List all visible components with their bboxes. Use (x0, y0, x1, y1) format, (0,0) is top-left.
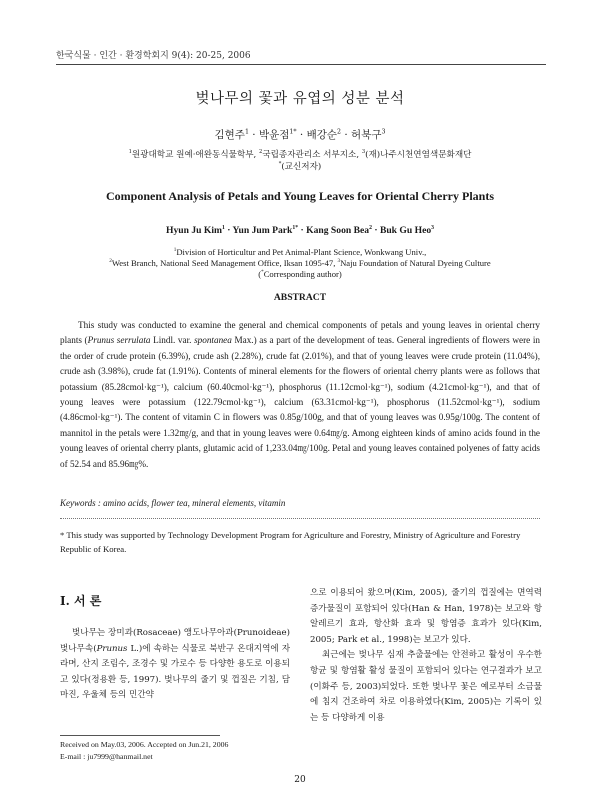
author-name: Yun Jum Park (232, 225, 293, 236)
author-sep: · (298, 225, 307, 236)
affil-text: Division of Horticultur and Pet Animal-Plant Science, Wonkwang Univ., (176, 247, 427, 257)
affiliation-line (0, 258, 600, 269)
footnote-rule (60, 735, 220, 736)
author-sup: 3 (381, 128, 386, 136)
abstract-text: Max.) as a part of the development of teas. General ingredients of flowers were in the order of crude protein (6.39%), crude ash (2.28%), crude fat (2.01%), and that of young leaves were crude protein (11.04%), crude ash (3.98%), crude fat (1.91%). Contents of mineral elements for the flowers of oriental cherry plants were as follows that potassium (85.28cmol·kg⁻¹), calcium (60.40cmol·kg⁻¹), phosphorus (11.12cmol·kg⁻¹), sodium (4.21cmol·kg⁻¹), and that of young leaves were potassium (122.79cmol·kg⁻¹), calcium (63.31cmol·kg⁻¹), phosphorus (11.52cmol·kg⁻¹), sodium (4.86cmol·kg⁻¹). The content of vitamin C in flowers was 0.85g/100g, and that of young leaves was 0.95g/100g. The content of mannitol in the petals were 1.32㎎/g, and that in young leaves were 0.64㎎/g. Among eighteen kinds of amino acids found in the young leaves of oriental cherry plants, glutamic acid of 1,233.04㎎/100g. Petal and young leaves contained polyenes of fatty acids of 52.54 and 85.96㎎%. (60, 335, 540, 469)
affiliation-line (0, 149, 600, 161)
author-name: Kang Soon Bea (306, 225, 370, 236)
running-head: 한국식물 · 인간 · 환경학회지 9(4): 20-25, 2006 (56, 51, 251, 61)
body-paragraph: 최근에는 벚나무 심재 추출물에는 안전하고 활성이 우수한 항균 및 항염활 활성 물질이 포함되어 있다는 연구결과가 보고(이화주 등, 2003)되었다. 또한 벚나무 꽃은 예로부터 소금물에 침지 건조하여 차로 이용하였다(Kim, 2005)는 기록이 있는 등 다양하게 이용 (310, 650, 542, 723)
species-name: Prunus serrulata (87, 335, 151, 346)
introduction-left-column (60, 626, 290, 704)
affil-sup: 1 (128, 149, 132, 156)
affil-text: 국립종자관리소 서부지소, (262, 150, 362, 160)
author-sup: 3 (431, 224, 434, 231)
english-authors (0, 225, 600, 236)
introduction-right-column (310, 586, 542, 726)
author-sep: · (224, 225, 233, 236)
affil-text: 원광대학교 원예·애완동식물학부, (131, 150, 260, 160)
keywords (60, 498, 540, 508)
header-rule (56, 64, 546, 65)
page-number: 20 (294, 775, 306, 785)
abstract-body (60, 318, 540, 472)
author-name: 허북구 (351, 129, 382, 141)
author-sup: 1 (221, 224, 225, 231)
affil-sup: * (261, 269, 264, 276)
author-name: Hyun Ju Kim (166, 225, 222, 236)
author-sup: 2 (369, 224, 372, 231)
korean-authors (0, 127, 600, 142)
author-sep: · (248, 129, 259, 141)
abstract-text: Lindl. var. (150, 335, 195, 346)
author-sup: 1 (244, 128, 249, 136)
corresponding-note: (교신저자) (281, 162, 322, 172)
genus-name: Prunus (96, 643, 128, 654)
author-name: 김현주 (214, 129, 245, 141)
author-name: Buk Gu Heo (379, 225, 432, 236)
keywords-list: : amino acids, flower tea, mineral elements, vitamin (95, 498, 286, 508)
author-sep: · (371, 225, 380, 236)
affil-text: (재)나주시천연염색문화재단 (365, 150, 472, 160)
author-sup: 1* (289, 128, 297, 136)
affil-sup: 2 (109, 258, 112, 265)
affil-text: West Branch, National Seed Management Office, Iksan 1095-47, (111, 258, 338, 268)
affil-sup: * (278, 161, 282, 168)
funding-note: * This study was supported by Technology Development Program for Agriculture and Forestry, Ministry of Agriculture and Forestry Republic of Korea. (60, 530, 521, 554)
korean-title: 벚나무의 꽃과 유엽의 성분 분석 (195, 91, 405, 107)
body-paragraph: 으로 이용되어 왔으며(Kim, 2005), 줄기의 껍질에는 면역력 증가물질이 포함되어 있다(Han & Han, 1978)는 보고와 항알레르기 효과, 항산화 효과 및 항염증 효과가 있다(Kim, 2005; Park et al., 1998)는 보고가 있다. (310, 588, 542, 645)
footnote (60, 739, 228, 763)
korean-affiliations (0, 149, 600, 173)
section-heading-introduction: Ⅰ. 서 론 (60, 594, 102, 608)
affiliation-line (0, 247, 600, 258)
author-sep: · (341, 129, 352, 141)
received-date: Received on May.03, 2006. Accepted on Jun.21, 2006 (60, 740, 229, 749)
keywords-divider (60, 518, 540, 519)
keywords-label: Keywords (60, 498, 96, 508)
author-sep: · (296, 129, 307, 141)
author-email: E-mail : ju7999@hanmail.net (60, 752, 153, 761)
affil-text: Naju Foundation of Natural Dyeing Culture (340, 258, 491, 268)
english-affiliations (0, 247, 600, 280)
author-sup: 2 (337, 128, 342, 136)
corresponding-note: Corresponding author) (263, 269, 342, 279)
author-sup: 1* (292, 224, 299, 231)
variety-name: spontanea (194, 335, 232, 346)
affil-sup: 3 (337, 258, 341, 265)
affil-sup: 3 (361, 149, 366, 156)
author-name: 박윤점 (258, 129, 290, 141)
body-text: L.)에 속하는 식물로 북반구 온대지역에 자라며, 산지 조림수, 조경수 및 가로수 등 다양한 용도로 이용되고 있다(정용환 등, 1997). 벚나무의 줄기 및 껍질은 기침, 담마진, 우울체 등의 민간약 (60, 643, 290, 701)
author-name: 배강순 (306, 129, 338, 141)
affil-sup: 1 (173, 247, 177, 254)
body-text: 벚나무는 장미과(Rosaceae) 앵도나무아과(Prunoideae) 벚나무속( (60, 628, 290, 654)
affil-sup: 2 (259, 149, 263, 156)
affiliation-line: (*Corresponding author) (258, 269, 342, 279)
abstract-text: This study was conducted to examine the general and chemical components of petals and young leaves in oriental cherry plants ( (60, 320, 540, 346)
affiliation-line (0, 161, 600, 173)
abstract-heading: ABSTRACT (273, 292, 327, 303)
english-title: Component Analysis of Petals and Young Leaves for Oriental Cherry Plants (105, 189, 494, 203)
